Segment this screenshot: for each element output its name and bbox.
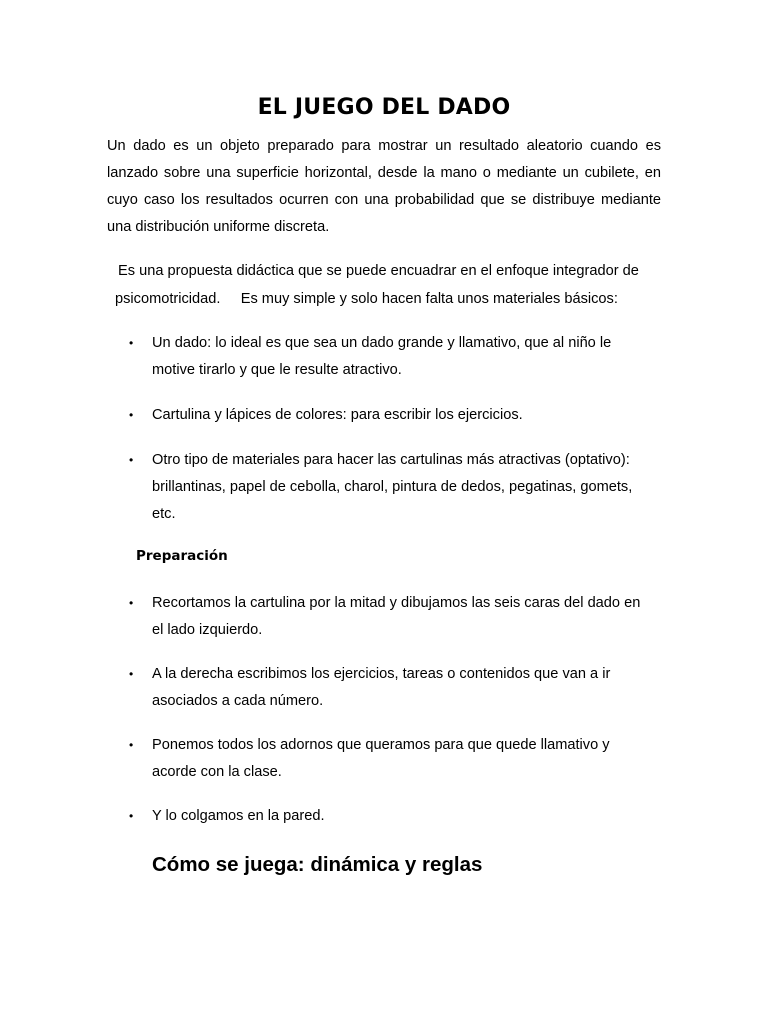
list-item	[0, 402, 768, 429]
list-item	[0, 330, 768, 384]
intro-paragraph: Un dado es un objeto preparado para mostrar un resultado aleatorio cuando es lanzado sobre una superficie horizontal, desde la mano o mediante un cubilete, en cuyo caso los resultados ocurren con una probabilidad que se distribuye mediante una distribución uniforme discreta.	[107, 138, 661, 235]
list-item	[0, 661, 768, 715]
bullet-icon: •	[129, 336, 134, 350]
preparation-heading: Preparación	[136, 548, 228, 564]
list-item	[0, 803, 768, 830]
proposal-line-2: psicomotricidad. Es muy simple y solo hacen falta unos materiales básicos:	[115, 291, 618, 307]
bullet-icon: •	[129, 667, 134, 681]
list-item	[0, 590, 768, 644]
bullet-icon: •	[129, 809, 134, 823]
proposal-paragraph	[115, 257, 675, 313]
bullet-icon: •	[129, 453, 134, 467]
list-item-text: Ponemos todos los adornos que queramos para que quede llamativo y acorde con la clase.	[152, 737, 610, 780]
proposal-line-1: Es una propuesta didáctica que se puede encuadrar en el enfoque integrador de	[118, 263, 639, 279]
list-item-text: Recortamos la cartulina por la mitad y dibujamos las seis caras del dado en el lado izquierdo.	[152, 595, 641, 638]
document-title: EL JUEGO DEL DADO	[257, 95, 511, 120]
list-item-text: Un dado: lo ideal es que sea un dado grande y llamativo, que al niño le motive tirarlo y que le resulte atractivo.	[152, 335, 612, 378]
bullet-icon: •	[129, 596, 134, 610]
list-item	[0, 732, 768, 786]
list-item-text: Cartulina y lápices de colores: para escribir los ejercicios.	[152, 407, 523, 423]
how-to-play-heading: Cómo se juega: dinámica y reglas	[152, 853, 483, 876]
preparation-list	[0, 590, 768, 830]
materials-list	[0, 330, 768, 528]
list-item-text: Otro tipo de materiales para hacer las cartulinas más atractivas (optativo): brillantinas, papel de cebolla, charol, pintura de dedos, pegatinas, gomets, etc.	[152, 452, 633, 522]
list-item-text: Y lo colgamos en la pared.	[152, 808, 325, 824]
list-item-text: A la derecha escribimos los ejercicios, tareas o contenidos que van a ir asociados a cada número.	[152, 666, 611, 709]
bullet-icon: •	[129, 408, 134, 422]
bullet-icon: •	[129, 738, 134, 752]
list-item	[0, 447, 768, 528]
